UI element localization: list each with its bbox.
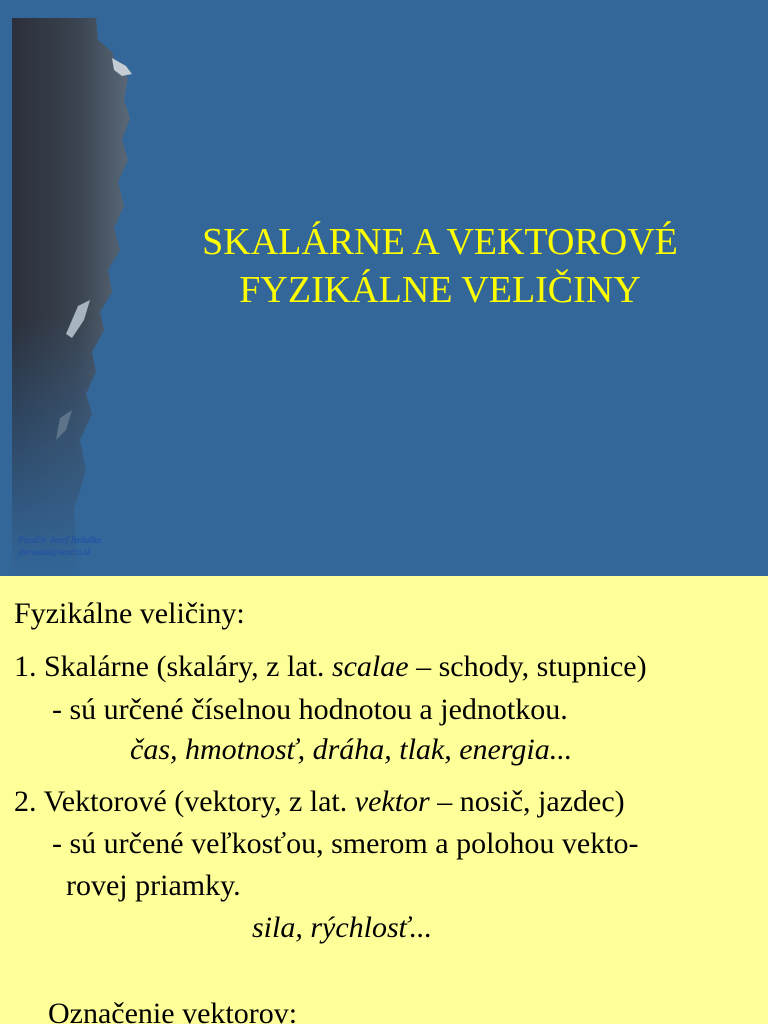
item-1-title bbox=[14, 649, 647, 685]
vector-notation-heading: Označenie vektorov: bbox=[48, 997, 298, 1024]
author-email: jbenuska@nextra.sk bbox=[18, 547, 92, 557]
item-1-label: Skalárne (skaláry, z lat. bbox=[44, 650, 325, 683]
title-line-2: FYZIKÁLNE VELIČINY bbox=[239, 269, 641, 311]
item-1-number: 1. bbox=[14, 650, 37, 683]
slide-heading: Fyzikálne veličiny: bbox=[14, 597, 245, 630]
item-1-description: - sú určené číselnou hodnotou a jednotkou. bbox=[52, 693, 568, 726]
item-1-examples: čas, hmotnosť, dráha, tlak, energia... bbox=[130, 733, 573, 766]
title-line-1: SKALÁRNE A VEKTOROVÉ bbox=[202, 221, 678, 263]
item-2-number: 2. bbox=[14, 785, 37, 818]
item-1-meaning: – schody, stupnice) bbox=[416, 650, 647, 683]
item-2-title bbox=[14, 784, 625, 820]
item-2-latin-term: vektor bbox=[354, 785, 430, 818]
slide-title bbox=[160, 218, 720, 314]
author-name: PaedDr. Jozef Beňuška bbox=[18, 535, 102, 545]
item-2-description-line-1: - sú určené veľkosťou, smerom a polohou vekto- bbox=[52, 827, 639, 860]
content-slide bbox=[0, 576, 768, 1024]
author-credit bbox=[18, 534, 101, 558]
item-1-latin-term: scalae bbox=[331, 650, 409, 683]
item-2-description-line-2: rovej priamky. bbox=[66, 869, 241, 902]
item-2-label: Vektorové (vektory, z lat. bbox=[43, 785, 348, 818]
item-2-meaning: – nosič, jazdec) bbox=[437, 785, 625, 818]
item-2-examples: sila, rýchlosť... bbox=[252, 911, 433, 944]
